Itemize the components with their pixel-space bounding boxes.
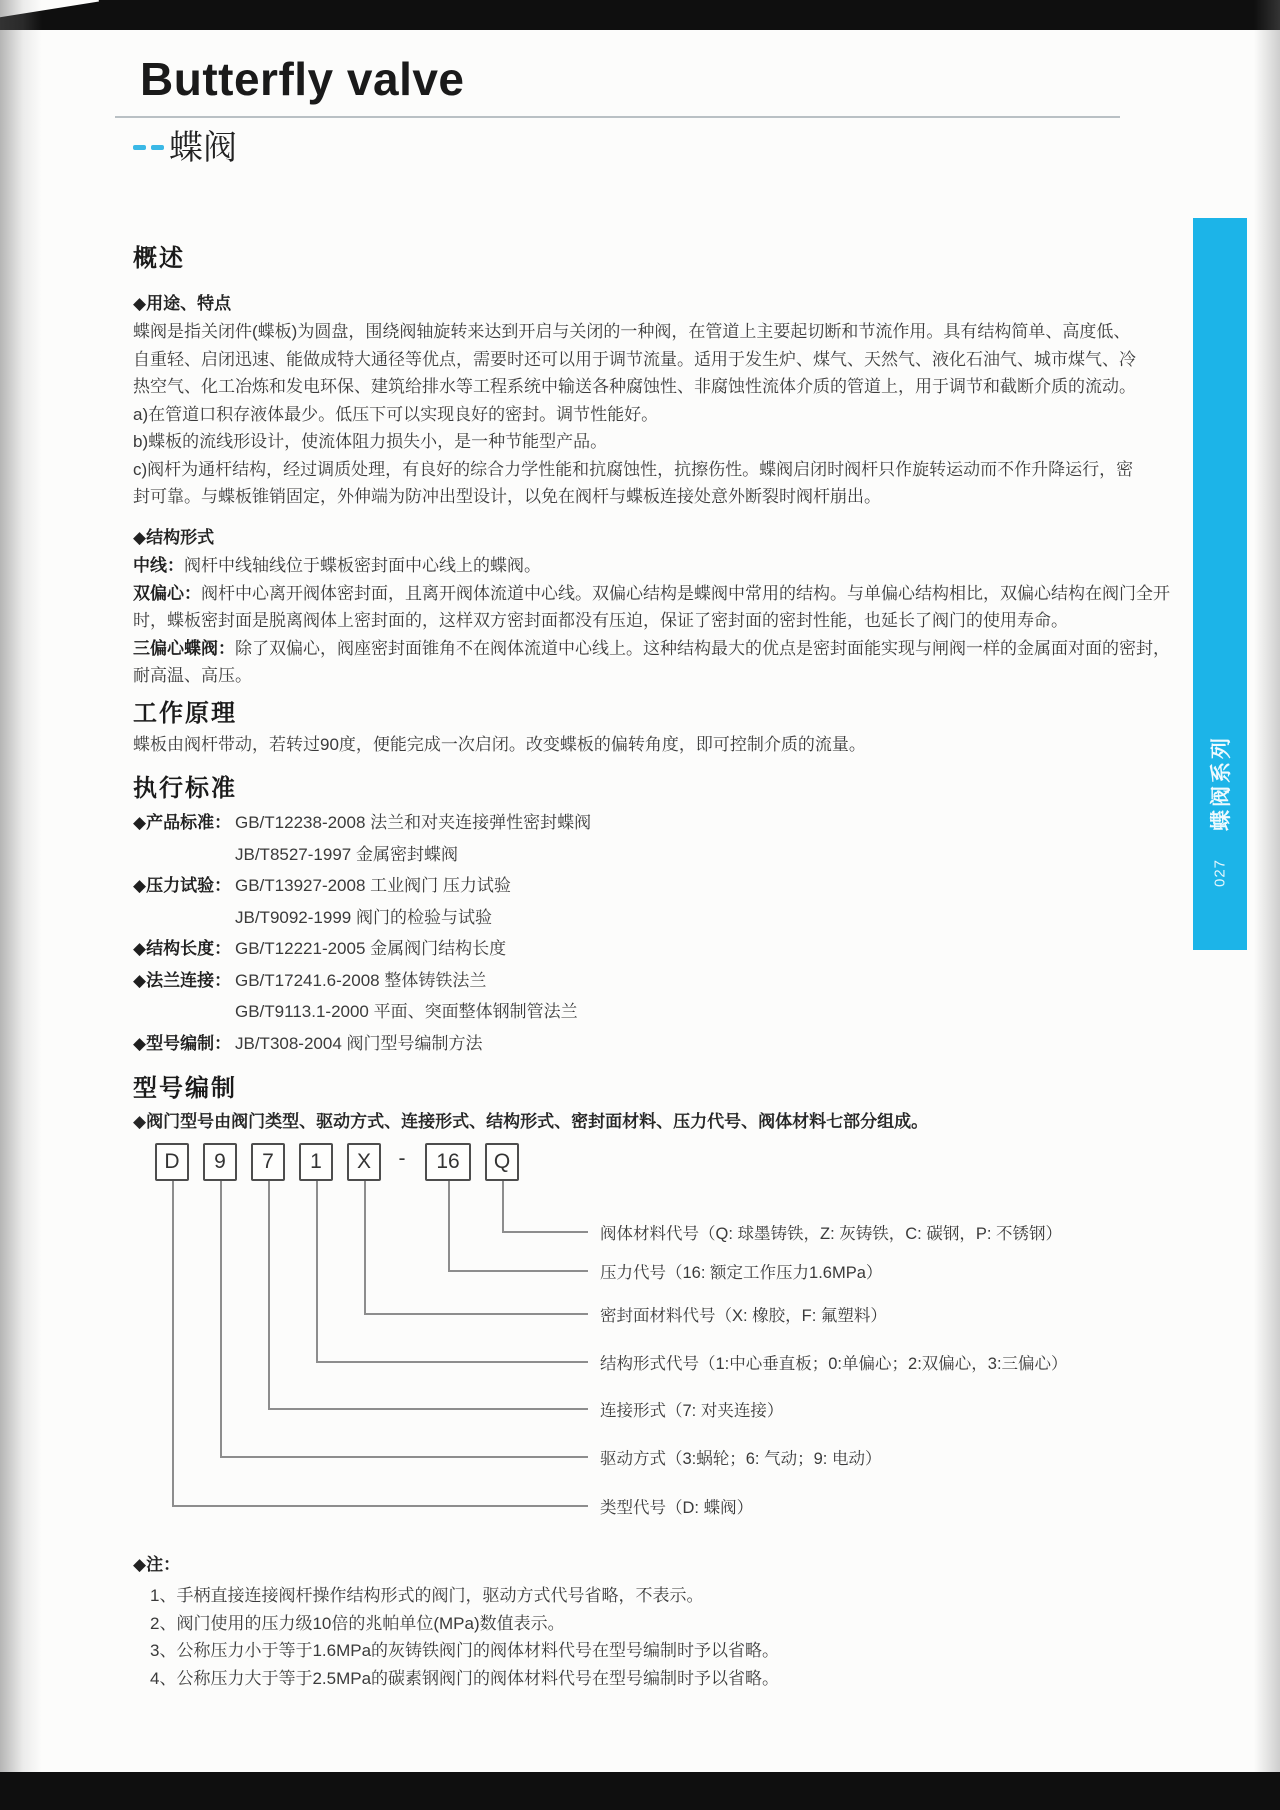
- usage-line: 自重轻、启闭迅速、能做成特大通径等优点，需要时还可以用于调节流量。适用于发生炉、煤气、天然气、液化石油气、城市煤气、冷: [133, 349, 1136, 369]
- model-code-label: 连接形式（7: 对夹连接）: [600, 1402, 784, 1420]
- connector-vline: [316, 1181, 318, 1361]
- note-item: 1、手柄直接连接阀杆操作结构形式的阀门，驱动方式代号省略，不表示。: [150, 1586, 704, 1605]
- standards-text: JB/T8527-1997 金属密封蝶阀: [235, 844, 458, 864]
- model-code-box: 9: [203, 1143, 237, 1181]
- usage-line: 热空气、化工冶炼和发电环保、建筑给排水等工程系统中输送各种腐蚀性、非腐蚀性流体介质的管道上，用于调节和截断介质的流动。: [133, 377, 1136, 396]
- structure-item: [133, 552, 1173, 580]
- note-item: 2、阀门使用的压力级10倍的兆帕单位(MPa)数值表示。: [150, 1613, 565, 1633]
- structure-list: [133, 552, 1173, 690]
- structure-item: [133, 580, 1173, 635]
- model-code-box: D: [155, 1143, 189, 1181]
- connector-hline: [364, 1313, 588, 1315]
- connector-vline: [172, 1181, 174, 1505]
- standards-text: JB/T9092-1999 阀门的检验与试验: [235, 907, 492, 927]
- structure-text: 阀杆中心离开阀体密封面，且离开阀体流道中心线。双偏心结构是蝶阀中常用的结构。与单偏心结构相比，双偏心结构在阀门全开时，蝶板密封面是脱离阀体上密封面的，这样双方密封面都没有压迫，保证了密封面的密封性能，也延长了阀门的使用寿命。: [133, 583, 1170, 630]
- standards-row: [133, 1033, 1173, 1055]
- structure-heading: ◆结构形式: [133, 528, 215, 547]
- connector-hline: [502, 1231, 588, 1233]
- model-code-label: 密封面材料代号（X: 橡胶，F: 氟塑料）: [600, 1307, 887, 1325]
- structure-item: [133, 635, 1173, 690]
- standards-row: [133, 907, 1173, 929]
- standards-row: [133, 970, 1173, 992]
- model-code-box: 16: [425, 1143, 471, 1181]
- connector-vline: [502, 1181, 504, 1231]
- page-title-en: Butterfly valve: [140, 53, 465, 105]
- notes-list: [150, 1582, 1190, 1692]
- standards-row: [133, 938, 1173, 960]
- connector-vline: [268, 1181, 270, 1408]
- overview-heading: 概述: [133, 245, 185, 272]
- working-principle-text: 蝶板由阀杆带动，若转过90度，便能完成一次启闭。改变蝶板的偏转角度，即可控制介质的流量。: [133, 735, 866, 754]
- left-scan-shade: [0, 0, 42, 1810]
- connector-hline: [268, 1408, 588, 1410]
- standards-text: GB/T13927-2008 工业阀门 压力试验: [235, 876, 511, 895]
- connector-hline: [172, 1505, 588, 1507]
- structure-term: 双偏心：: [133, 583, 201, 603]
- structure-text: 除了双偏心，阀座密封面锥角不在阀体流道中心线上。这种结构最大的优点是密封面能实现与闸阀一样的金属面对面的密封，耐高温、高压。: [133, 638, 1170, 685]
- connector-hline: [448, 1270, 588, 1272]
- model-numbering-intro: ◆阀门型号由阀门类型、驱动方式、连接形式、结构形式、密封面材料、压力代号、阀体材料七部分组成。: [133, 1112, 929, 1131]
- accent-dash-icon: [133, 145, 146, 150]
- model-code-box: 7: [251, 1143, 285, 1181]
- structure-text: 阀杆中线轴线位于蝶板密封面中心线上的蝶阀。: [184, 556, 541, 575]
- model-code-box: X: [347, 1143, 381, 1181]
- right-scan-shade: [1254, 0, 1280, 1810]
- standards-label: ◆法兰连接：: [133, 970, 232, 990]
- standards-heading: 执行标准: [133, 775, 237, 802]
- standards-label: ◆型号编制：: [133, 1033, 232, 1053]
- model-code-box: 1: [299, 1143, 333, 1181]
- model-code-label: 结构形式代号（1:中心垂直板；0:单偏心；2:双偏心，3:三偏心）: [600, 1355, 1068, 1373]
- standards-list: [133, 812, 1173, 1064]
- standards-label: ◆结构长度：: [133, 939, 232, 958]
- standards-text: GB/T12238-2008 法兰和对夹连接弹性密封蝶阀: [235, 813, 592, 832]
- standards-text: GB/T12221-2005 金属阀门结构长度: [235, 939, 507, 958]
- standards-text: GB/T9113.1-2000 平面、突面整体钢制管法兰: [235, 1002, 578, 1021]
- standards-label: ◆压力试验：: [133, 876, 232, 895]
- model-code-label: 类型代号（D: 蝶阀）: [600, 1499, 754, 1517]
- connector-hline: [220, 1456, 588, 1458]
- standards-text: JB/T308-2004 阀门型号编制方法: [235, 1033, 483, 1053]
- usage-line: b)蝶板的流线形设计，使流体阻力损失小，是一种节能型产品。: [133, 432, 608, 451]
- model-code-label: 阀体材料代号（Q: 球墨铸铁，Z: 灰铸铁，C: 碳钢，P: 不锈钢）: [600, 1225, 1063, 1243]
- usage-line: c)阀杆为通杆结构，经过调质处理，有良好的综合力学性能和抗腐蚀性，抗擦伤性。蝶阀启闭时阀杆只作旋转运动而不作升降运行，密: [133, 459, 1134, 479]
- side-tab-page-number: 027: [1211, 858, 1229, 888]
- standards-row: [133, 844, 1173, 866]
- model-numbering-heading: 型号编制: [133, 1075, 237, 1102]
- usage-line: 蝶阀是指关闭件(蝶板)为圆盘，围绕阀轴旋转来达到开启与关闭的一种阀，在管道上主要起切断和节流作用。具有结构简单、高度低、: [133, 322, 1131, 341]
- structure-term: 三偏心蝶阀：: [133, 638, 235, 658]
- title-divider: [115, 116, 1120, 118]
- model-code-box: Q: [485, 1143, 519, 1181]
- model-code-dash: -: [398, 1147, 406, 1170]
- structure-term: 中线：: [133, 556, 184, 575]
- model-code-label: 驱动方式（3:蜗轮；6: 气动；9: 电动）: [600, 1450, 882, 1468]
- top-black-bar: [0, 0, 1280, 30]
- notes-heading: ◆注：: [133, 1555, 181, 1574]
- model-code-diagram: [133, 1143, 1173, 1553]
- page-title-zh: [133, 120, 237, 169]
- usage-paragraph: [133, 318, 1173, 511]
- standards-row: [133, 875, 1173, 897]
- connector-vline: [220, 1181, 222, 1456]
- standards-row: [133, 1001, 1173, 1023]
- connector-vline: [364, 1181, 366, 1313]
- side-tab-series-label: 蝶阀系列: [1210, 735, 1233, 831]
- bottom-black-bar: [0, 1772, 1280, 1810]
- standards-row: [133, 812, 1173, 834]
- usage-line: 封可靠。与蝶板锥销固定，外伸端为防冲出型设计，以免在阀杆与蝶板连接处意外断裂时阀杆崩出。: [133, 487, 881, 506]
- connector-vline: [448, 1181, 450, 1270]
- scan-corner-notch: [0, 0, 99, 22]
- model-code-label: 压力代号（16: 额定工作压力1.6MPa）: [600, 1264, 883, 1282]
- accent-dash-icon: [151, 145, 164, 150]
- page-title-zh-text: 蝶阀: [169, 129, 237, 167]
- note-item: 4、公称压力大于等于2.5MPa的碳素钢阀门的阀体材料代号在型号编制时予以省略。: [150, 1668, 780, 1688]
- usage-line: a)在管道口积存液体最少。低压下可以实现良好的密封。调节性能好。: [133, 404, 659, 424]
- note-item: 3、公称压力小于等于1.6MPa的灰铸铁阀门的阀体材料代号在型号编制时予以省略。: [150, 1641, 780, 1660]
- standards-label: ◆产品标准：: [133, 813, 232, 832]
- connector-hline: [316, 1361, 588, 1363]
- working-principle-heading: 工作原理: [133, 700, 237, 727]
- usage-heading: ◆用途、特点: [133, 294, 232, 313]
- series-side-tab: [1193, 218, 1247, 950]
- standards-text: GB/T17241.6-2008 整体铸铁法兰: [235, 970, 487, 990]
